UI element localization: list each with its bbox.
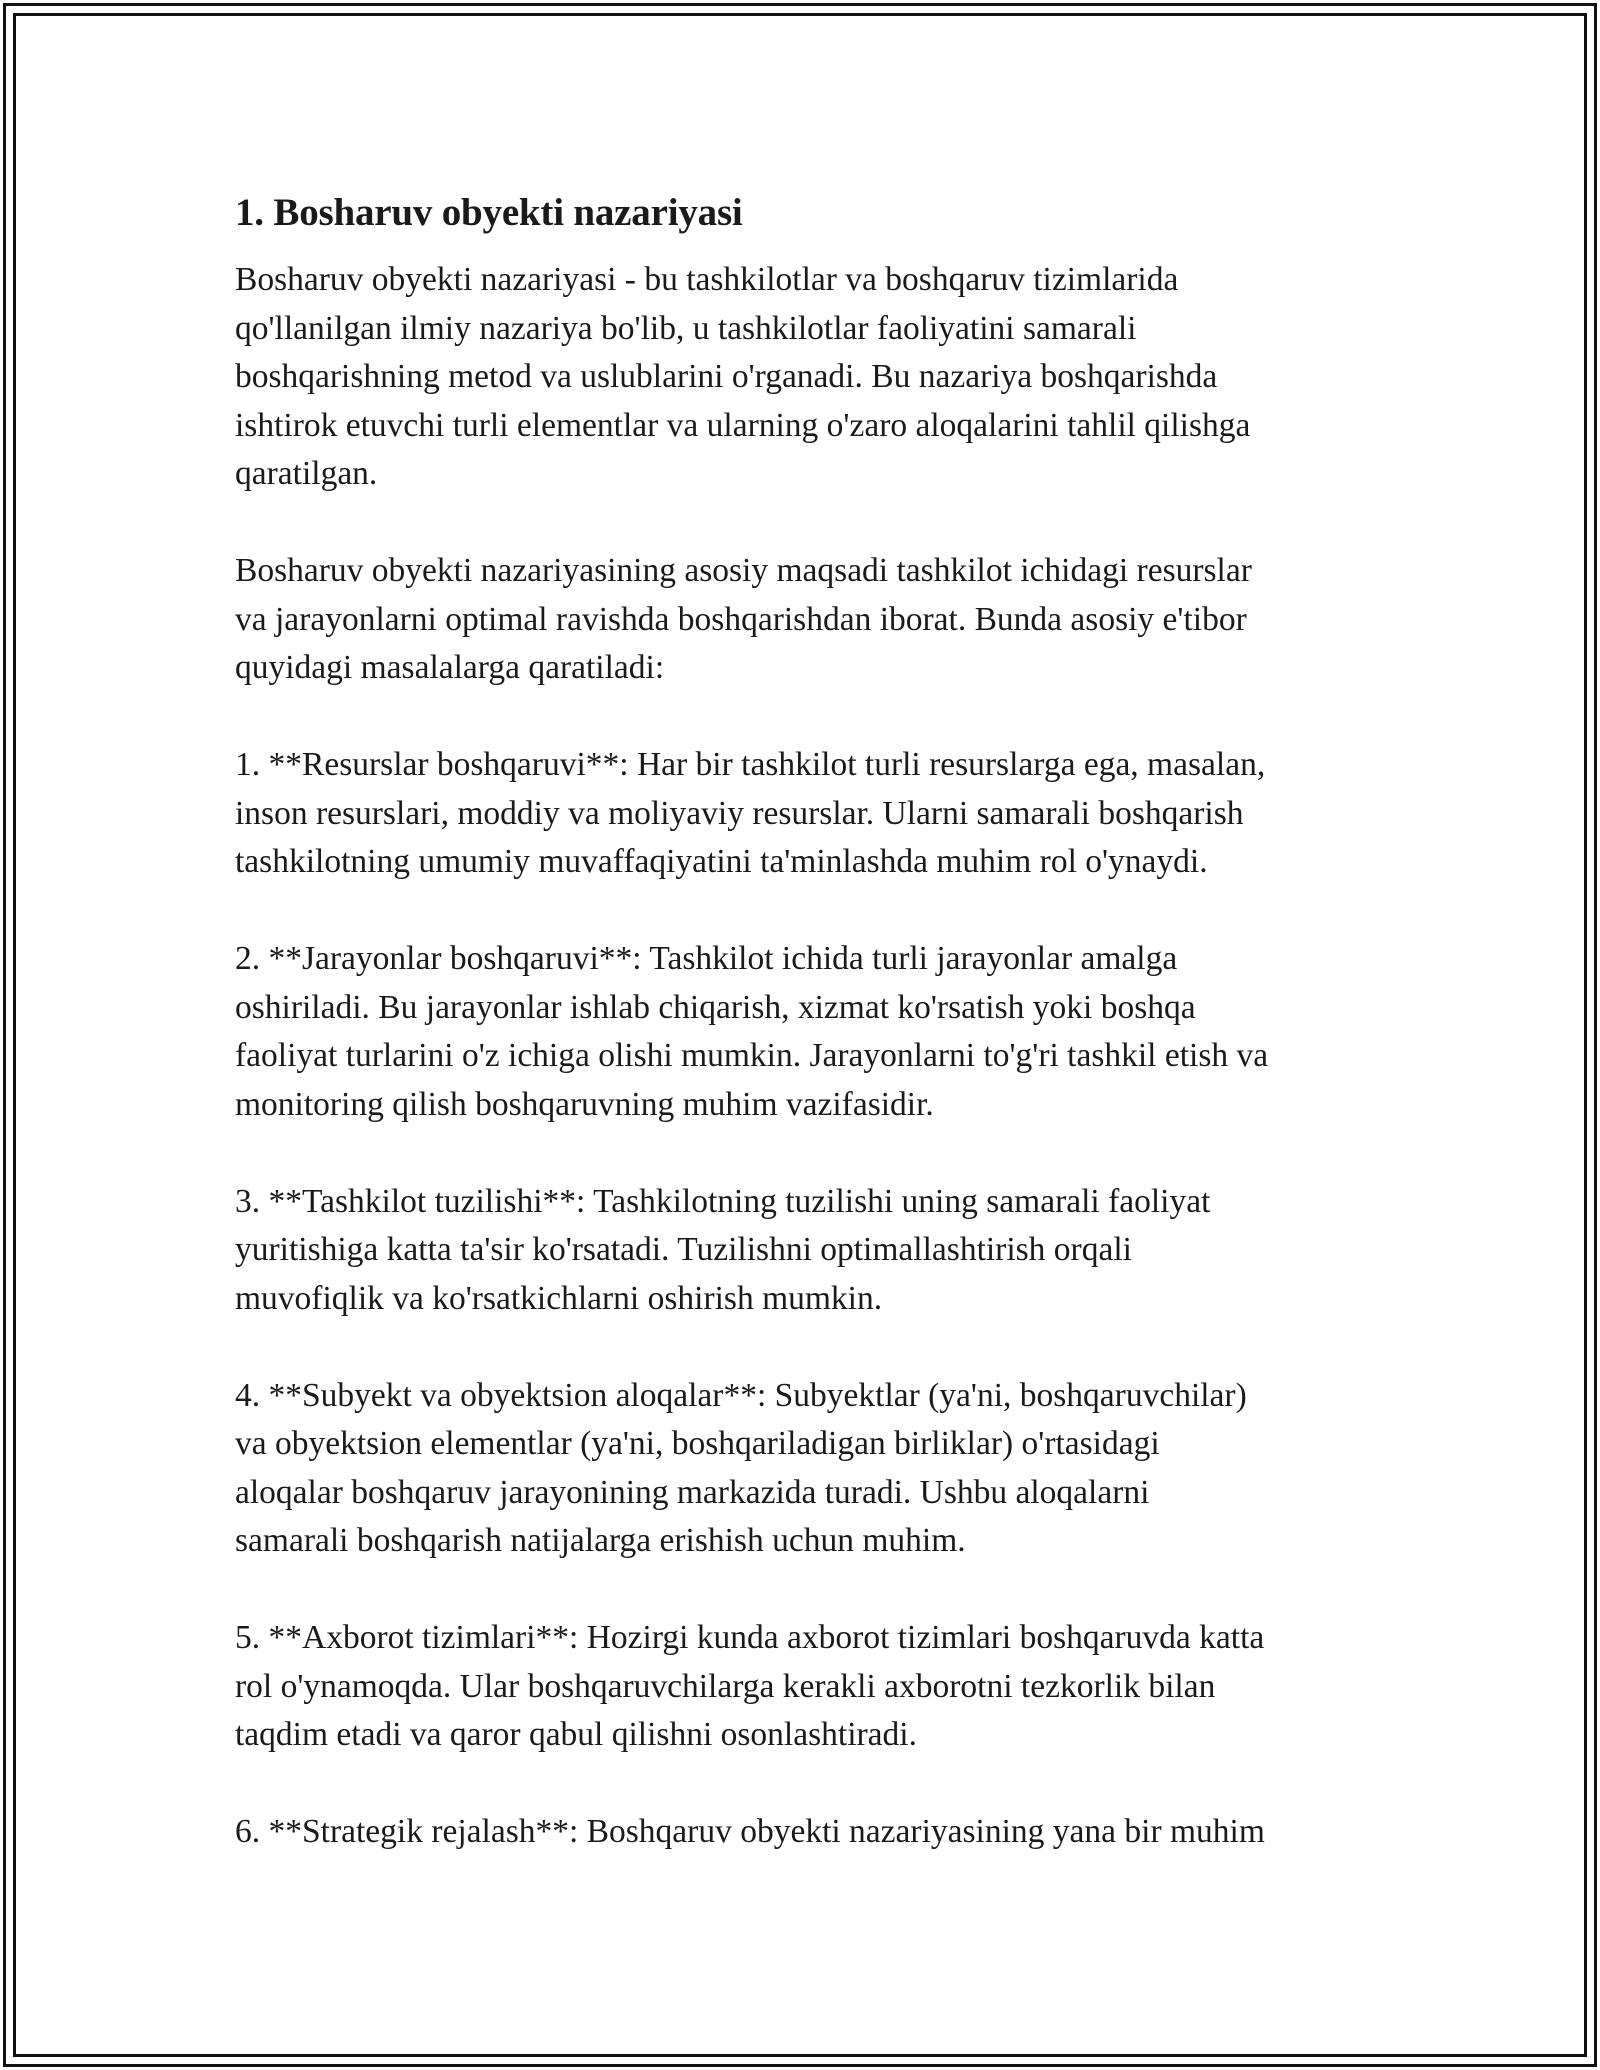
list-item-resources: 1. **Resurslar boshqaruvi**: Har bir tashkilot turli resurslarga ega, masalan, inson resurslari, moddiy va moliyaviy resurslar. Ularni samarali boshqarish tashkilotning umumiy muvaffaqiyatini ta'minlashda muhim rol o'ynaydi. <box>235 746 1266 880</box>
list-item-information-systems: 5. **Axborot tizimlari**: Hozirgi kunda axborot tizimlari boshqaruvda katta rol o'ynamoqda. Ular boshqaruvchilarga kerakli axborotni tezkorlik bilan taqdim etadi va qaror qabul qilishni osonlashtiradi. <box>235 1619 1265 1753</box>
paragraph-main-goal: Bosharuv obyekti nazariyasining asosiy maqsadi tashkilot ichidagi resurslar va jarayonlarni optimal ravishda boshqarishdan iborat. Bunda asosiy e'tibor quyidagi masalalarga qaratiladi: <box>235 552 1252 686</box>
list-item-structure: 3. **Tashkilot tuzilishi**: Tashkilotning tuzilishi uning samarali faoliyat yuritishiga katta ta'sir ko'rsatadi. Tuzilishni optimallashtirish orqali muvofiqlik va ko'rsatkichlarni oshirish mumkin. <box>235 1182 1211 1317</box>
paragraph-intro: Bosharuv obyekti nazariyasi - bu tashkilotlar va boshqaruv tizimlarida qo'llanilgan ilmiy nazariya bo'lib, u tashkilotlar faoliyatini samarali boshqarishning metod va uslublarini o'rganadi. Bu nazariya boshqarishda ishtirok etuvchi turli elementlar va ularning o'zaro aloqalarini tahlil qilishga qaratilgan. <box>235 261 1251 492</box>
list-item-processes: 2. **Jarayonlar boshqaruvi**: Tashkilot ichida turli jarayonlar amalga oshiriladi. Bu jarayonlar ishlab chiqarish, xizmat ko'rsatish yoki boshqa faoliyat turlarini o'z ichiga olishi mumkin. Jarayonlarni to'g'ri tashkil etish va monitoring qilish boshqaruvning muhim vazifasidir. <box>235 940 1269 1123</box>
section-heading: 1. Bosharuv obyekti nazariyasi <box>235 191 743 234</box>
list-item-strategic-planning: 6. **Strategik rejalash**: Boshqaruv obyekti nazariyasining yana bir muhim <box>235 1813 1265 1850</box>
list-item-relations: 4. **Subyekt va obyektsion aloqalar**: Subyektlar (ya'ni, boshqaruvchilar) va obyektsion elementlar (ya'ni, boshqariladigan birliklar) o'rtasidagi aloqalar boshqaruv jarayonining markazida turadi. Ushbu aloqalarni samarali boshqarish natijalarga erishish uchun muhim. <box>235 1376 1247 1559</box>
document-page <box>235 188 1375 1857</box>
